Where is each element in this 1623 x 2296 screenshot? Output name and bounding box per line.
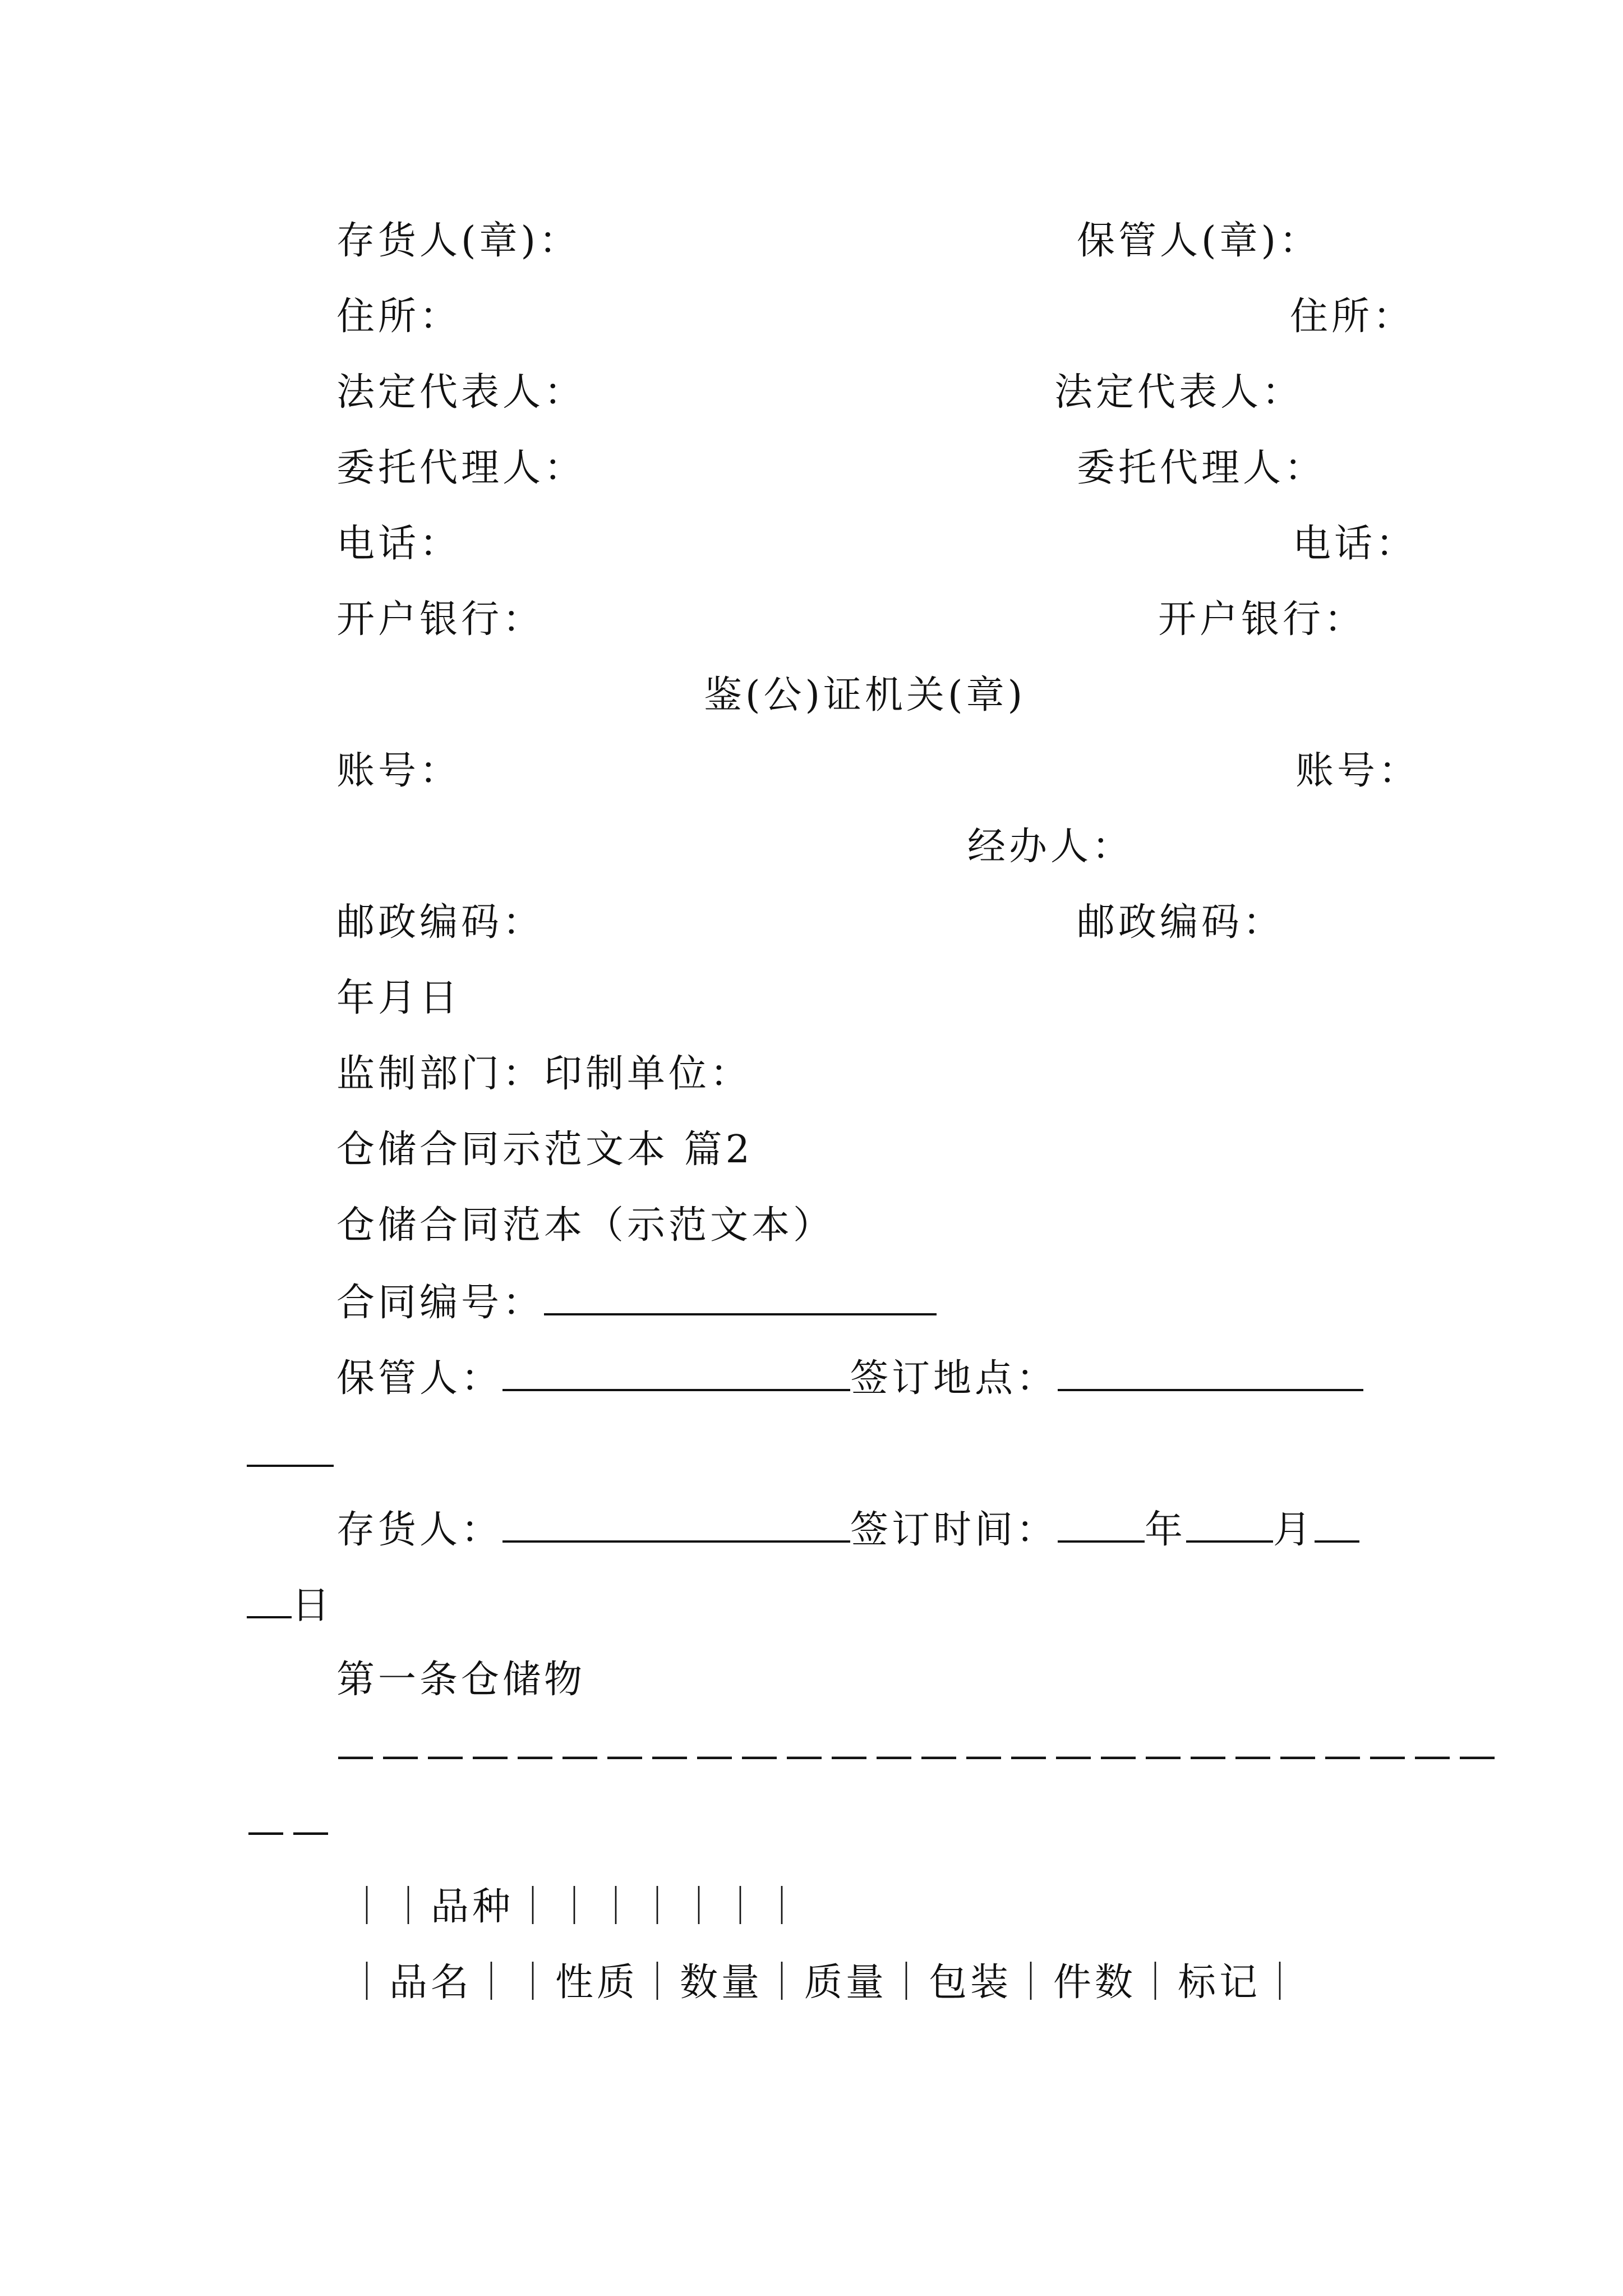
custodian-postcode-label: 邮政编码：: [1077, 900, 1285, 945]
depositor-seal-label: 存货人(章)：: [336, 219, 581, 263]
table-border-line-continued: ——: [247, 1809, 336, 1853]
section-heading: 仓储合同示范文本 篇2: [336, 1128, 753, 1172]
depositor-address-label: 住所：: [336, 295, 462, 339]
table-header-row-2: ｜品名｜｜性质｜数量｜质量｜包装｜件数｜标记｜: [348, 1961, 1303, 2005]
custodian-sign-row: [336, 1352, 1363, 1404]
notary-seal-label: 鉴(公)证机关(章): [704, 673, 1026, 717]
custodian-agent-label: 委托代理人：: [1077, 446, 1326, 490]
custodian-bank-label: 开户银行：: [1158, 597, 1366, 642]
custodian-blank[interactable]: [502, 1352, 850, 1391]
sign-place-blank-wrap: [247, 1428, 334, 1480]
custodian-account-label: 账号：: [1295, 749, 1421, 793]
year-label: 年: [1145, 1508, 1187, 1552]
custodian-phone-label: 电话：: [1293, 522, 1418, 566]
custodian-legal-rep-label: 法定代表人：: [1054, 370, 1304, 415]
article-1-heading: 第一条仓储物: [336, 1658, 586, 1702]
depositor-agent-label: 委托代理人：: [336, 446, 586, 490]
year-blank[interactable]: [1058, 1503, 1145, 1543]
day-blank[interactable]: [1315, 1503, 1359, 1543]
handler-label: 经办人：: [967, 825, 1134, 869]
contract-number-row: [336, 1276, 937, 1328]
date-line: 年月日: [336, 976, 462, 1020]
month-blank[interactable]: [1186, 1503, 1273, 1543]
depositor-postcode-label: 邮政编码：: [336, 900, 545, 945]
day-row-wrap: [247, 1579, 333, 1631]
custodian-label: 保管人：: [336, 1356, 503, 1401]
depositor-account-label: 账号：: [336, 749, 462, 793]
section-subtitle: 仓储合同范本（示范文本）: [336, 1203, 835, 1248]
depositor-bank-label: 开户银行：: [336, 597, 545, 642]
custodian-seal-label: 保管人(章)：: [1077, 219, 1321, 263]
sign-time-label: 签订时间：: [850, 1508, 1058, 1552]
depositor-legal-rep-label: 法定代表人：: [336, 370, 586, 415]
contract-number-label: 合同编号：: [336, 1281, 545, 1325]
sign-place-label: 签订地点：: [850, 1356, 1058, 1401]
supervisor-line: 监制部门：印制单位：: [336, 1052, 752, 1096]
depositor-label: 存货人：: [336, 1508, 503, 1552]
month-label: 月: [1273, 1508, 1315, 1552]
custodian-address-label: 住所：: [1290, 295, 1415, 339]
day-blank-continued[interactable]: [247, 1579, 292, 1618]
table-header-row-1: ｜｜品种｜｜｜｜｜｜｜: [348, 1885, 805, 1929]
contract-number-blank[interactable]: [544, 1276, 937, 1315]
sign-place-blank[interactable]: [1058, 1352, 1363, 1391]
depositor-sign-row: [336, 1503, 1359, 1556]
day-label: 日: [292, 1584, 334, 1628]
sign-place-blank-continued[interactable]: [247, 1428, 334, 1467]
depositor-blank[interactable]: [502, 1503, 850, 1543]
table-border-line: ——————————————————————————: [336, 1733, 1503, 1778]
depositor-phone-label: 电话：: [336, 522, 462, 566]
